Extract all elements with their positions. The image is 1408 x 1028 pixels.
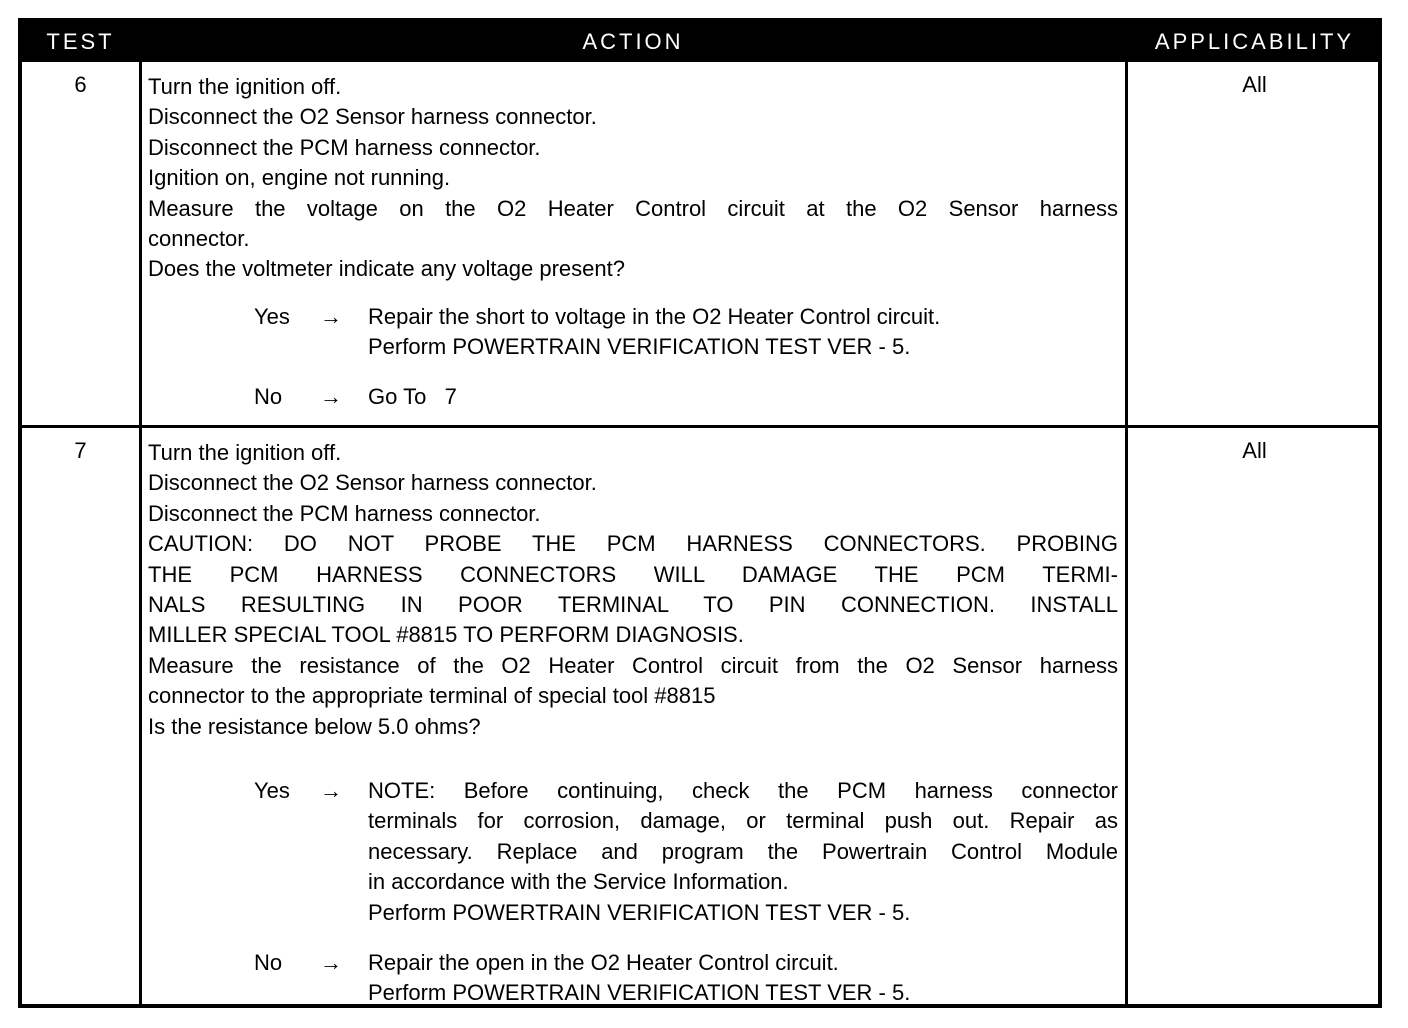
arrow-right-icon: →: [320, 384, 342, 409]
action-line: Does the voltmeter indicate any voltage present?: [148, 256, 625, 282]
arrow-right-icon: →: [320, 778, 342, 803]
arrow-right-icon: →: [320, 950, 342, 975]
diagnostic-test-table: [18, 18, 1382, 1008]
result-line: Perform POWERTRAIN VERIFICATION TEST VER - 5.: [368, 334, 911, 360]
table-row-test-6: [22, 62, 1378, 425]
action-line: Disconnect the O2 Sensor harness connector.: [148, 470, 597, 496]
no-label: No: [254, 950, 283, 975]
action-line: Is the resistance below 5.0 ohms?: [148, 713, 481, 739]
table-row-test-7: [22, 428, 1378, 1008]
applicability-value: All: [1242, 72, 1267, 97]
caution-line: THE PCM HARNESS CONNECTORS WILL DAMAGE THE PCM TERMI-: [148, 561, 1118, 587]
result-line: terminals for corrosion, damage, or terminal push out. Repair as: [368, 808, 1118, 834]
result-line: Perform POWERTRAIN VERIFICATION TEST VER - 5.: [368, 980, 911, 1006]
yes-label: Yes: [254, 778, 290, 803]
table-header: [22, 22, 1378, 62]
result-line: Go To 7: [368, 384, 457, 409]
header-action: ACTION: [582, 29, 684, 54]
action-line: connector to the appropriate terminal of special tool #8815: [148, 683, 716, 709]
result-line: Perform POWERTRAIN VERIFICATION TEST VER - 5.: [368, 899, 911, 925]
yes-label: Yes: [254, 304, 290, 329]
action-line: Turn the ignition off.: [148, 440, 342, 465]
caution-line: CAUTION: DO NOT PROBE THE PCM HARNESS CONNECTORS. PROBING: [148, 531, 1118, 557]
result-line: NOTE: Before continuing, check the PCM harness connector: [368, 778, 1118, 803]
action-line: Measure the resistance of the O2 Heater Control circuit from the O2 Sensor harness: [148, 652, 1118, 678]
caution-line: MILLER SPECIAL TOOL #8815 TO PERFORM DIAGNOSIS.: [148, 622, 744, 648]
action-line: Disconnect the PCM harness connector.: [148, 500, 541, 526]
arrow-right-icon: →: [320, 304, 342, 329]
header-applicability: APPLICABILITY: [1154, 29, 1355, 54]
header-test: TEST: [46, 29, 115, 54]
caution-line: NALS RESULTING IN POOR TERMINAL TO PIN CONNECTION. INSTALL: [148, 592, 1118, 618]
action-line: Disconnect the O2 Sensor harness connector.: [148, 104, 597, 130]
no-result-text: [368, 382, 1118, 412]
action-line: Disconnect the PCM harness connector.: [148, 134, 541, 160]
action-line: connector.: [148, 226, 250, 252]
result-line: in accordance with the Service Information.: [368, 869, 789, 895]
action-line: Measure the voltage on the O2 Heater Control circuit at the O2 Sensor harness: [148, 195, 1118, 221]
no-label: No: [254, 384, 283, 409]
action-text: [148, 72, 1118, 285]
yes-result-text: [368, 776, 1118, 928]
action-line: Ignition on, engine not running.: [148, 165, 451, 191]
result-line: Repair the open in the O2 Heater Control circuit.: [368, 950, 839, 975]
result-line: necessary. Replace and program the Powertrain Control Module: [368, 838, 1118, 864]
result-line: Repair the short to voltage in the O2 Heater Control circuit.: [368, 304, 941, 329]
yes-result-text: [368, 302, 1118, 363]
action-line: Turn the ignition off.: [148, 74, 342, 99]
test-number: 7: [74, 438, 87, 463]
applicability-value: All: [1242, 438, 1267, 463]
no-result-text: [368, 948, 1118, 1009]
test-number: 6: [74, 72, 87, 97]
action-text: [148, 438, 1118, 742]
